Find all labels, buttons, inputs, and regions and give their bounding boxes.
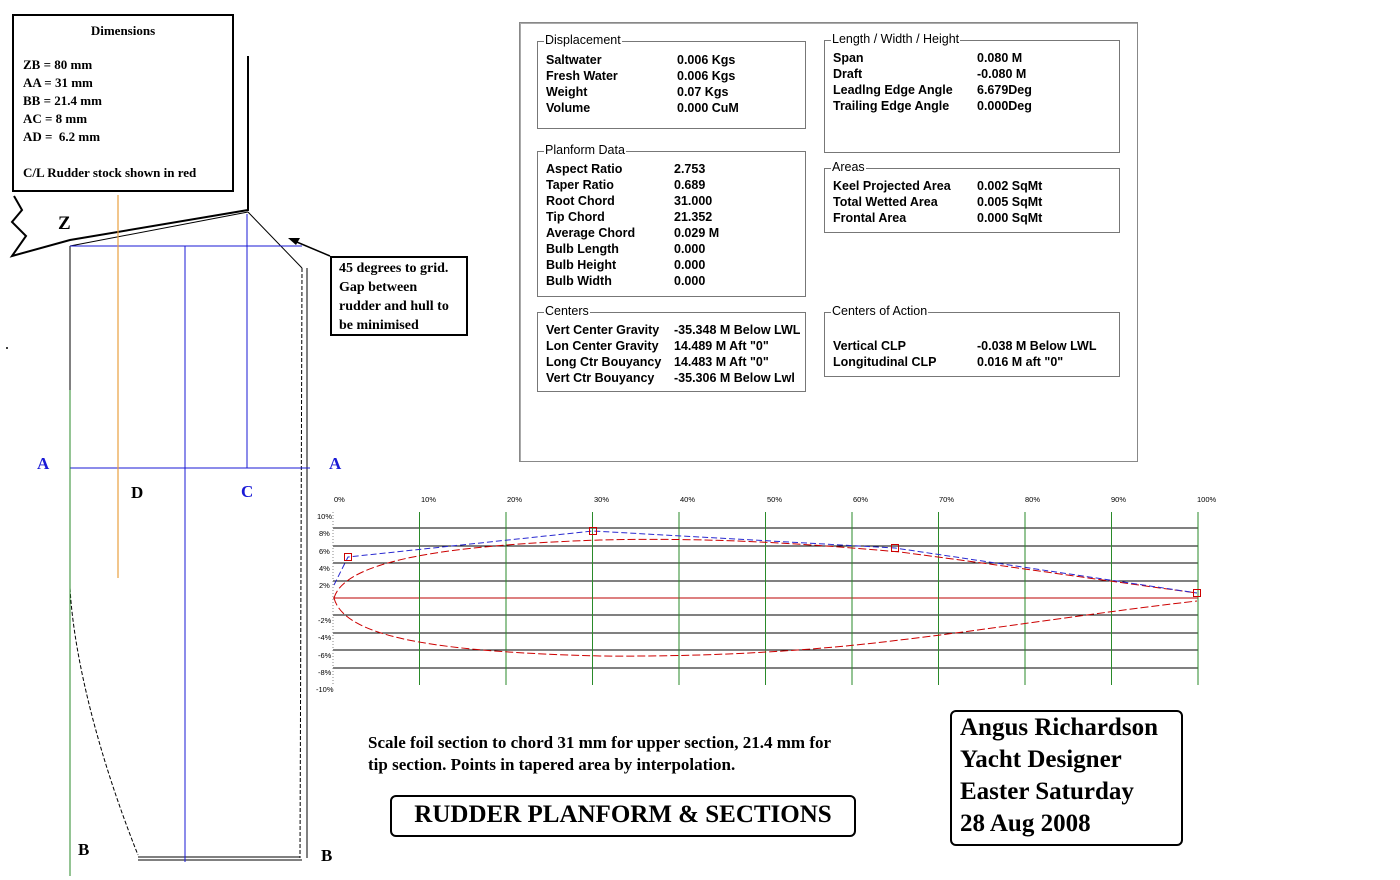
label-b-left: B [78, 840, 90, 859]
dims-row: Trailing Edge Angle 0.000Deg [833, 99, 1032, 113]
dims-title: Length / Width / Height [832, 32, 960, 46]
displacement-title: Displacement [545, 33, 621, 47]
dimension-ac: AC = 8 mm [23, 111, 88, 126]
label-a-right: A [329, 454, 342, 473]
foil-x-tick: 40% [680, 495, 696, 504]
label-a-left: A [37, 454, 50, 473]
planform-row: Taper Ratio 0.689 [546, 178, 706, 192]
foil-x-tick: 90% [1111, 495, 1127, 504]
centers-row: Vert Ctr Bouyancy -35.306 M Below Lwl [546, 371, 795, 385]
designer-block [950, 710, 1183, 846]
areas-title: Areas [832, 160, 865, 174]
designer-name: Angus Richardson [960, 714, 1158, 741]
drawing-title: RUDDER PLANFORM & SECTIONS [390, 795, 856, 837]
planform-row: Average Chord 0.029 M [546, 226, 720, 240]
foil-y-tick: 10% [317, 512, 333, 521]
dimension-ad: AD = 6.2 mm [23, 129, 101, 144]
areas-row: Keel Projected Area 0.002 SqMt [833, 179, 1043, 193]
foil-x-tick: 30% [594, 495, 610, 504]
planform-row: Root Chord 31.000 [546, 194, 713, 208]
planform-title: Planform Data [545, 143, 625, 157]
angle-note-line: be minimised [339, 318, 419, 333]
foil-y-tick: -10% [316, 685, 334, 694]
displacement-row: Saltwater 0.006 Kgs [546, 53, 736, 67]
foil-x-tick: 20% [507, 495, 523, 504]
dimension-zb: ZB = 80 mm [23, 57, 93, 72]
foil-y-tick: -2% [318, 616, 332, 625]
centers-row: Lon Center Gravity 14.489 M Aft "0" [546, 339, 769, 353]
displacement-row: Volume 0.000 CuM [546, 101, 739, 115]
angle-note-line: 45 degrees to grid. [339, 261, 449, 276]
planform-row: Tip Chord 21.352 [546, 210, 713, 224]
areas-row: Frontal Area 0.000 SqMt [833, 211, 1043, 225]
centers-row: Vert Center Gravity -35.348 M Below LWL [546, 323, 801, 337]
dimensions-title: Dimensions [90, 23, 156, 38]
foil-x-tick: 80% [1025, 495, 1041, 504]
action-row: Longitudinal CLP 0.016 M aft "0" [833, 355, 1064, 369]
dimensions-footer: C/L Rudder stock shown in red [23, 165, 197, 180]
centers-title: Centers [545, 304, 589, 318]
label-c: C [241, 482, 254, 501]
foil-x-tick: 50% [767, 495, 783, 504]
foil-y-tick: 4% [319, 564, 330, 573]
foil-y-tick: 8% [319, 529, 330, 538]
dimension-aa: AA = 31 mm [23, 75, 93, 90]
angle-note-line: rudder and hull to [339, 299, 449, 314]
foil-y-tick: -4% [318, 633, 332, 642]
dims-row: Draft -0.080 M [833, 67, 1027, 81]
action-title: Centers of Action [832, 304, 928, 318]
scale-note-line: tip section. Points in tapered area by interpolation. [368, 755, 736, 774]
foil-y-tick: 6% [319, 547, 330, 556]
dims-row: Span 0.080 M [833, 51, 1023, 65]
foil-x-tick: 60% [853, 495, 869, 504]
dims-row: Leadlng Edge Angle 6.679Deg [833, 83, 1032, 97]
foil-y-tick: 2% [319, 581, 330, 590]
foil-x-tick: 0% [334, 495, 345, 504]
planform-row: Bulb Height 0.000 [546, 258, 706, 272]
foil-x-tick: 100% [1197, 495, 1217, 504]
angle-note-line: Gap between [339, 280, 418, 295]
scale-note [368, 732, 928, 776]
areas-row: Total Wetted Area 0.005 SqMt [833, 195, 1043, 209]
foil-y-tick: -8% [318, 668, 332, 677]
label-z: Z [58, 213, 71, 234]
label-d: D [131, 483, 144, 502]
planform-row: Bulb Width 0.000 [546, 274, 706, 288]
action-row: Vertical CLP -0.038 M Below LWL [833, 339, 1097, 353]
designer-date: 28 Aug 2008 [960, 810, 1091, 837]
foil-x-tick: 70% [939, 495, 955, 504]
displacement-row: Weight 0.07 Kgs [546, 85, 729, 99]
planform-row: Aspect Ratio 2.753 [546, 162, 706, 176]
displacement-row: Fresh Water 0.006 Kgs [546, 69, 736, 83]
foil-x-tick: 10% [421, 495, 437, 504]
centers-row: Long Ctr Bouyancy 14.483 M Aft "0" [546, 355, 769, 369]
designer-day: Easter Saturday [960, 778, 1134, 805]
label-b-right: B [321, 846, 333, 865]
planform-row: Bulb Length 0.000 [546, 242, 706, 256]
foil-y-tick: -6% [318, 651, 332, 660]
designer-role: Yacht Designer [960, 746, 1122, 773]
scale-note-line: Scale foil section to chord 31 mm for upper section, 21.4 mm for [368, 733, 832, 752]
dimension-bb: BB = 21.4 mm [23, 93, 102, 108]
